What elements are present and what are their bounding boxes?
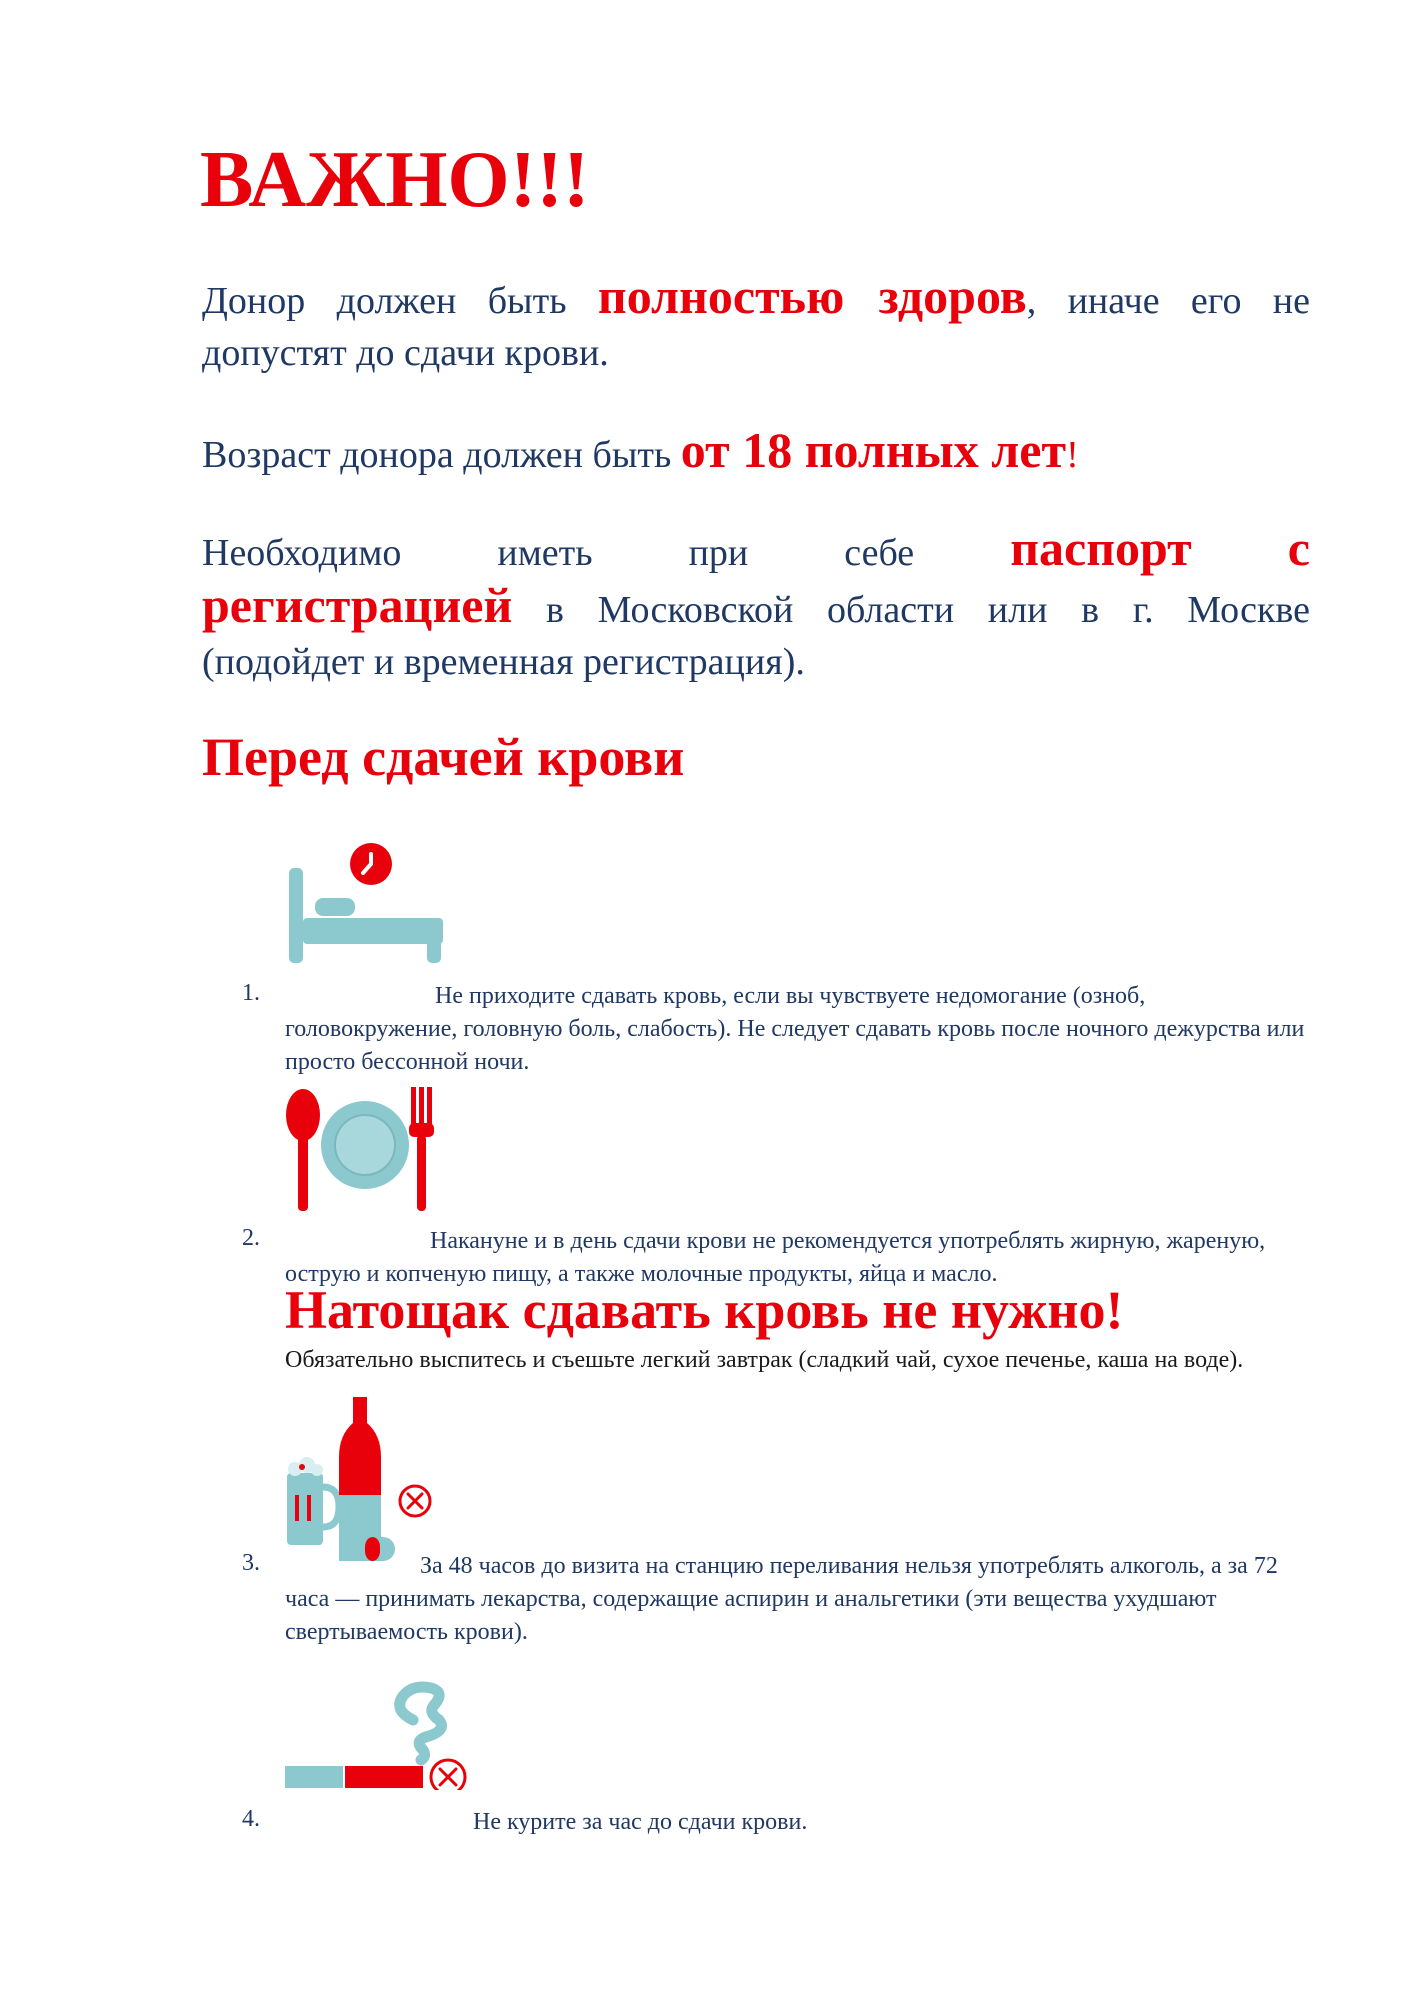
section-title: Перед сдачей крови xyxy=(202,727,685,787)
item-number: 3. xyxy=(242,1550,260,1576)
item-text xyxy=(285,1550,1315,1649)
plate-cutlery-icon xyxy=(285,1085,435,1213)
passport-word-4: себе xyxy=(844,532,915,574)
age-highlight: от 18 полных лет xyxy=(680,422,1067,478)
passport-word-2: иметь xyxy=(497,532,593,574)
health-text-before: Донор должен быть xyxy=(202,280,598,322)
cigarette-icon xyxy=(285,1678,485,1790)
item-text-content: Не курите за час до сдачи крови. xyxy=(473,1809,808,1835)
health-text-after: , иначе его не допустят до сдачи крови. xyxy=(202,280,1310,374)
fasting-block xyxy=(285,1282,1285,1377)
bed-clock-icon xyxy=(285,840,445,965)
page-title: ВАЖНО!!! xyxy=(200,136,590,224)
alcohol-pills-icon xyxy=(285,1395,435,1565)
item-number: 1. xyxy=(242,980,260,1006)
item-number: 4. xyxy=(242,1806,260,1832)
health-highlight: полностью здоров xyxy=(597,268,1027,324)
item-text-content: За 48 часов до визита на станцию переливания нельзя употреблять алкоголь, а за 72 часа — принимать лекарства, содержащие аспирин и анальгетики (эти вещества ухудшают свертываемость крови). xyxy=(285,1553,1278,1645)
age-text-before: Возраст донора должен быть xyxy=(202,434,681,476)
item-number: 2. xyxy=(242,1225,260,1251)
age-requirement xyxy=(202,424,1310,481)
fasting-warning: Натощак сдавать кровь не нужно! xyxy=(285,1280,1124,1340)
passport-highlight-with: с xyxy=(1287,520,1310,576)
passport-requirement xyxy=(202,522,1310,688)
passport-highlight: паспорт xyxy=(1010,520,1192,576)
passport-word-3: при xyxy=(688,532,749,574)
age-text-after: ! xyxy=(1066,434,1079,476)
passport-text-after: в Московской области или в г. Москве (подойдет и временная регистрация). xyxy=(202,589,1310,683)
registration-highlight: регистрацией xyxy=(202,577,513,633)
item-text xyxy=(285,980,1315,1079)
item-text-content: Не приходите сдавать кровь, если вы чувствуете недомогание (озноб, головокружение, головную боль, слабость). Не следует сдавать кровь после ночного дежурства или просто бессонной ночи. xyxy=(285,983,1305,1075)
item-text xyxy=(285,1806,1315,1839)
fasting-note: Обязательно выспитесь и съешьте легкий завтрак (сладкий чай, сухое печенье, каша на воде). xyxy=(285,1347,1244,1373)
health-requirement xyxy=(202,270,1310,379)
passport-word-1: Необходимо xyxy=(202,532,402,574)
item-text-content: Накануне и в день сдачи крови не рекомендуется употреблять жирную, жареную, острую и копченую пищу, а также молочные продукты, яйца и масло. xyxy=(285,1228,1266,1287)
